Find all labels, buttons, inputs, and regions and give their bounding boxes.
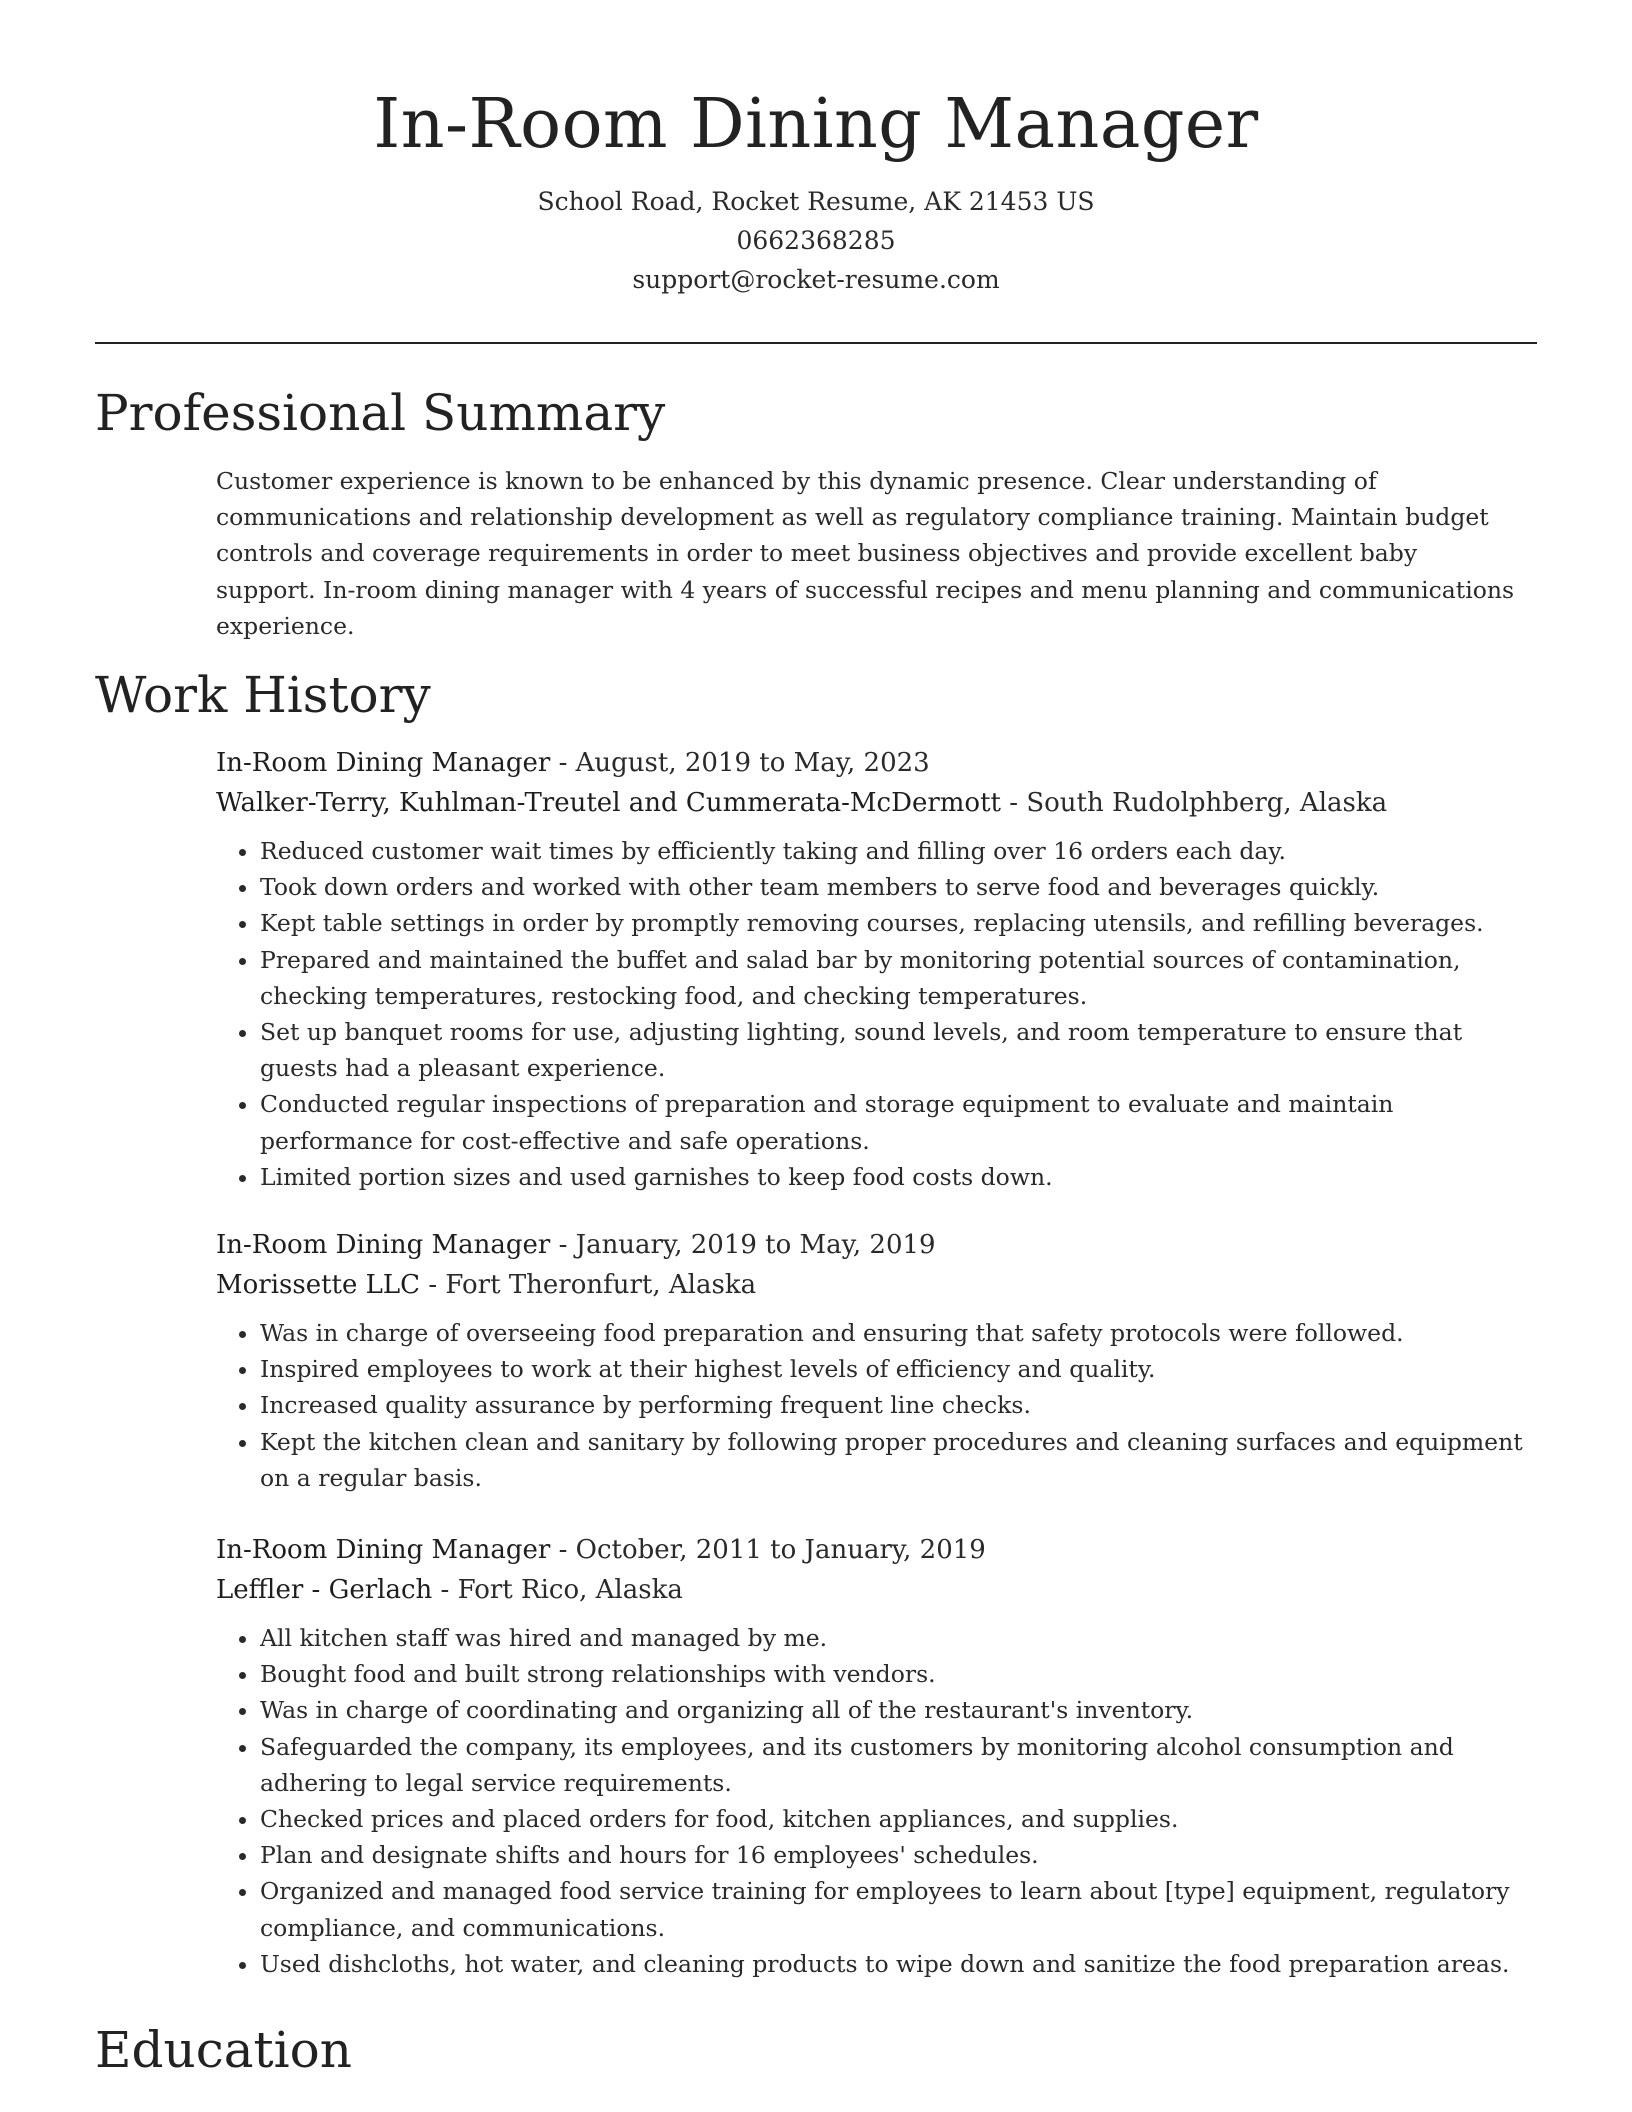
separator: - xyxy=(550,748,576,778)
job-entry xyxy=(216,1225,1546,1496)
job-title: In-Room Dining Manager xyxy=(216,1535,551,1565)
job-dates: October, 2011 to January, 2019 xyxy=(575,1535,986,1565)
job-bullets xyxy=(216,1620,1546,1982)
list-item: • Kept the kitchen clean and sanitary by following proper procedures and cleaning surfaces and equipment on a regular basis. xyxy=(260,1424,1546,1496)
education-heading: Education xyxy=(95,2021,352,2079)
list-item: • Prepared and maintained the buffet and salad bar by monitoring potential sources of contamination, checking temperatures, restocking food, and checking temperatures. xyxy=(260,942,1546,1014)
list-item: • Kept table settings in order by promptly removing courses, replacing utensils, and refilling beverages. xyxy=(260,905,1546,941)
list-item: • Was in charge of coordinating and organizing all of the restaurant's inventory. xyxy=(260,1692,1546,1728)
job-dates: August, 2019 to May, 2023 xyxy=(575,748,930,778)
job-entry xyxy=(216,1530,1546,1982)
separator: - xyxy=(1000,788,1027,818)
job-company-line xyxy=(216,783,1546,823)
list-item: • Was in charge of overseeing food preparation and ensuring that safety protocols were followed. xyxy=(260,1315,1546,1351)
contact-info xyxy=(95,182,1537,299)
job-location: Fort Theronfurt, Alaska xyxy=(445,1270,757,1300)
job-company-line xyxy=(216,1570,1546,1610)
address: School Road, Rocket Resume, AK 21453 US xyxy=(537,187,1095,216)
list-item: • Checked prices and placed orders for food, kitchen appliances, and supplies. xyxy=(260,1801,1546,1837)
list-item: • Reduced customer wait times by efficiently taking and filling over 16 orders each day. xyxy=(260,833,1546,869)
list-item: • Set up banquet rooms for use, adjusting lighting, sound levels, and room temperature to ensure that guests had a pleasant experience. xyxy=(260,1014,1546,1086)
job-title-line xyxy=(216,1225,1546,1265)
separator: - xyxy=(420,1270,446,1300)
summary-text: Customer experience is known to be enhanced by this dynamic presence. Clear understanding of communications and relationship development as well as regulatory compliance training. Maintain budget controls and coverage requirements in order to meet business objectives and provide excellent baby support. In-room dining manager with 4 years of successful recipes and menu planning and communications experience. xyxy=(216,467,1515,640)
list-item: • Increased quality assurance by performing frequent line checks. xyxy=(260,1387,1546,1423)
job-title: In-Room Dining Manager xyxy=(216,748,551,778)
job-title: In-Room Dining Manager xyxy=(216,1230,551,1260)
job-company: Morissette LLC xyxy=(216,1270,421,1300)
list-item: • Bought food and built strong relationships with vendors. xyxy=(260,1656,1546,1692)
job-location: Fort Rico, Alaska xyxy=(457,1575,683,1605)
list-item: • Limited portion sizes and used garnishes to keep food costs down. xyxy=(260,1159,1546,1195)
list-item: • Conducted regular inspections of preparation and storage equipment to evaluate and maintain performance for cost-effective and safe operations. xyxy=(260,1086,1546,1158)
separator: - xyxy=(432,1575,458,1605)
job-location: South Rudolphberg, Alaska xyxy=(1026,788,1388,818)
job-bullets xyxy=(216,833,1546,1195)
header-divider xyxy=(95,342,1537,344)
separator: - xyxy=(550,1230,576,1260)
work-history-heading: Work History xyxy=(95,666,431,724)
resume-header xyxy=(95,80,1537,299)
job-bullets xyxy=(216,1315,1546,1496)
job-entry xyxy=(216,743,1546,1195)
list-item: • Plan and designate shifts and hours for 16 employees' schedules. xyxy=(260,1837,1546,1873)
phone-number: 0662368285 xyxy=(736,226,896,255)
list-item: • Took down orders and worked with other team members to serve food and beverages quickly. xyxy=(260,869,1546,905)
summary-heading: Professional Summary xyxy=(95,384,666,442)
job-company-line xyxy=(216,1265,1546,1305)
job-dates: January, 2019 to May, 2019 xyxy=(575,1230,936,1260)
job-company: Walker-Terry, Kuhlman-Treutel and Cummerata-McDermott xyxy=(216,788,1001,818)
separator: - xyxy=(550,1535,576,1565)
list-item: • Organized and managed food service training for employees to learn about [type] equipment, regulatory compliance, and communications. xyxy=(260,1873,1546,1945)
job-company: Leffler - Gerlach xyxy=(216,1575,433,1605)
list-item: • Inspired employees to work at their highest levels of efficiency and quality. xyxy=(260,1351,1546,1387)
list-item: • Safeguarded the company, its employees, and its customers by monitoring alcohol consumption and adhering to legal service requirements. xyxy=(260,1729,1546,1801)
job-title-line xyxy=(216,1530,1546,1570)
email-address: support@rocket-resume.com xyxy=(632,265,1000,294)
list-item: • All kitchen staff was hired and managed by me. xyxy=(260,1620,1546,1656)
candidate-name: In-Room Dining Manager xyxy=(373,85,1259,164)
job-title-line xyxy=(216,743,1546,783)
list-item: • Used dishcloths, hot water, and cleaning products to wipe down and sanitize the food preparation areas. xyxy=(260,1946,1546,1982)
